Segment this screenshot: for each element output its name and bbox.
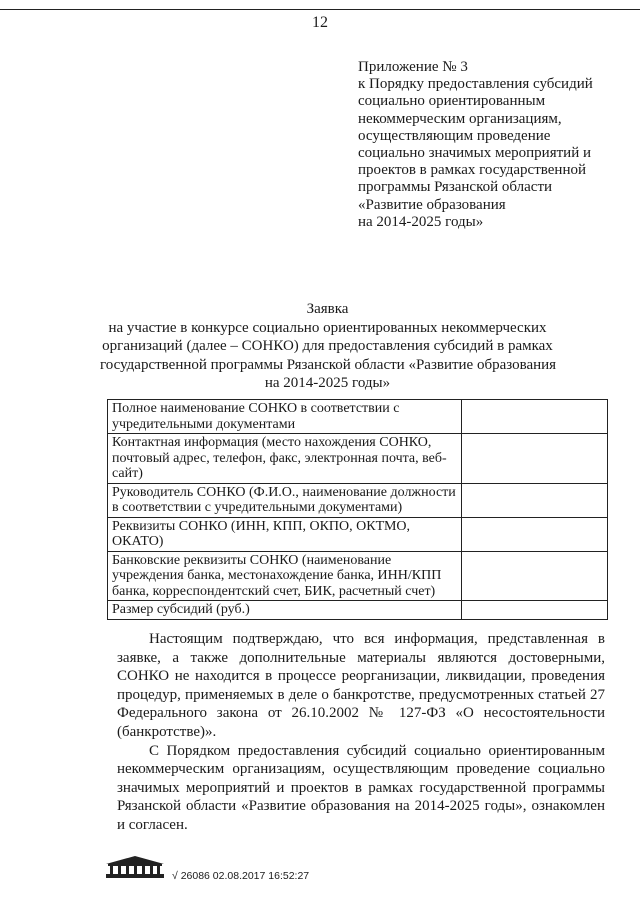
heading-line: на 2014-2025 годы» — [264, 375, 391, 391]
row-label: Полное наименование СОНКО в соответствии с учредительными документами — [108, 400, 462, 434]
heading-line: государственной программы Рязанской области «Развитие образования — [100, 356, 557, 373]
table-row — [108, 483, 608, 517]
application-heading — [100, 300, 555, 393]
heading-line: на участие в конкурсе социально ориентированных некоммерческих — [108, 319, 547, 336]
top-rule — [0, 9, 640, 10]
heading-title: Заявка — [306, 301, 349, 317]
appendix-line: осуществляющим проведение — [358, 127, 551, 144]
row-label: Руководитель СОНКО (Ф.И.О., наименование должности в соответствии с учредительными документами) — [108, 483, 462, 517]
row-label: Контактная информация (место нахождения СОНКО, почтовый адрес, телефон, факс, электронная почта, веб-сайт) — [108, 434, 462, 484]
appendix-line: «Развитие образования — [358, 196, 506, 213]
table-row — [108, 551, 608, 601]
registration-stamp — [172, 870, 309, 882]
appendix-line: социально значимых мероприятий и — [358, 145, 591, 162]
appendix-line: программы Рязанской области — [358, 179, 553, 196]
acknowledgement-paragraph: С Порядком предоставления субсидий социально ориентированным некоммерческим организациям, осуществляющим проведение социально значимых мероприятий и проектов в рамках государственной программы Рязанской области «Развитие образования на 2014-2025 годы», ознакомлен и согласен. — [117, 742, 605, 833]
appendix-line: проектов в рамках государственной — [358, 162, 587, 179]
row-value-cell[interactable] — [462, 551, 608, 601]
appendix-line: социально ориентированным — [358, 93, 546, 110]
table-row — [108, 434, 608, 484]
appendix-line: на 2014-2025 годы» — [358, 213, 484, 230]
row-value-cell[interactable] — [462, 517, 608, 551]
row-value-cell[interactable] — [462, 601, 608, 620]
application-form-table — [107, 399, 608, 620]
appendix-block — [358, 59, 618, 231]
table-row — [108, 517, 608, 551]
row-value-cell[interactable] — [462, 434, 608, 484]
check-mark-icon: √ — [172, 870, 178, 882]
building-logo — [104, 855, 166, 884]
heading-line: организаций (далее – СОНКО) для предоставления субсидий в рамках — [102, 338, 553, 354]
body-text — [117, 630, 605, 835]
row-label: Размер субсидий (руб.) — [108, 601, 462, 620]
row-label: Банковские реквизиты СОНКО (наименование учреждения банка, местонахождение банка, ИНН/КПП банка, корреспондентский счет, БИК, расчетный счет) — [108, 551, 462, 601]
table-row — [108, 400, 608, 434]
row-value-cell[interactable] — [462, 483, 608, 517]
appendix-line: Приложение № 3 — [358, 59, 468, 75]
appendix-line: некоммерческим организациям, — [358, 110, 562, 127]
appendix-line: к Порядку предоставления субсидий — [358, 76, 593, 93]
stamp-text: 26086 02.08.2017 16:52:27 — [180, 870, 310, 882]
page-number: 12 — [312, 14, 328, 31]
row-value-cell[interactable] — [462, 400, 608, 434]
table-row — [108, 601, 608, 620]
row-label: Реквизиты СОНКО (ИНН, КПП, ОКПО, ОКТМО, ОКАТО) — [108, 517, 462, 551]
confirmation-paragraph: Настоящим подтверждаю, что вся информация, представленная в заявке, а также дополнительные материалы являются достоверными, СОНКО не находится в процессе реорганизации, ликвидации, проведения процедур, применяемых в деле о банкротстве, предусмотренных статьей 27 Федерального закона от 26.10.2002 № 127-ФЗ «О несостоятельности (банкротстве)». — [117, 631, 605, 740]
